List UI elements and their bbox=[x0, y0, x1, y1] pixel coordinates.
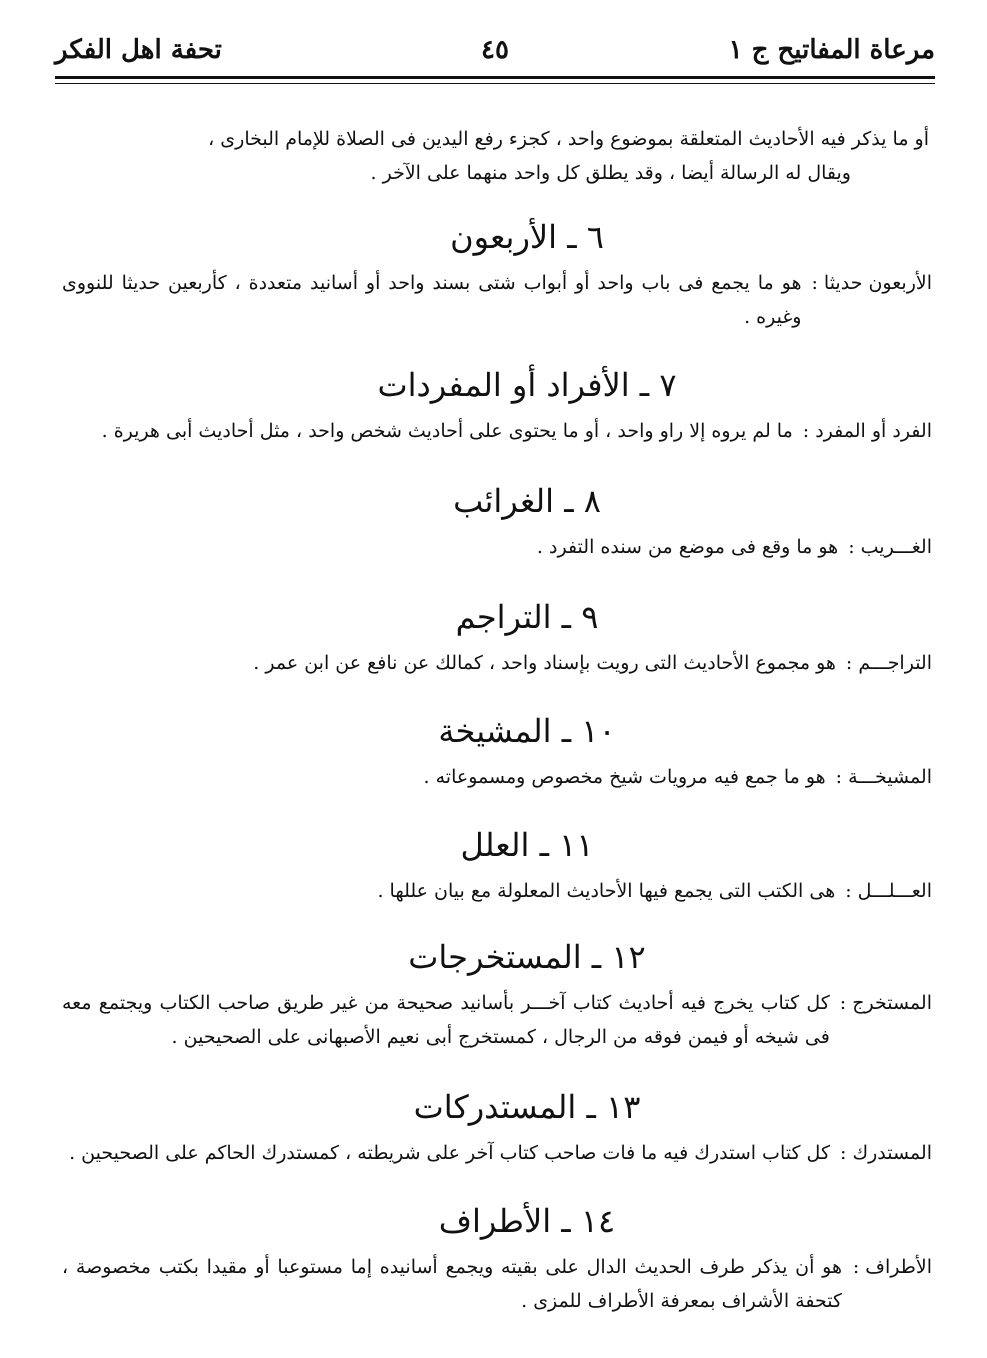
section-afrad bbox=[62, 362, 932, 448]
intro-paragraph bbox=[69, 122, 929, 190]
chapter-title: تحفة اهل الفكر bbox=[55, 35, 222, 65]
intro-line: أو ما يذكر فيه الأحاديث المتعلقة بموضوع واحد ، كجزء رفع اليدين فى الصلاة للإمام البخارى ، bbox=[208, 128, 929, 150]
section-tarajim bbox=[62, 594, 932, 680]
section-mashyakha bbox=[62, 708, 932, 794]
definition: هو ما جمع فيه مرويات شيخ مخصوص ومسموعاته . bbox=[423, 766, 826, 788]
section-gharaib bbox=[62, 478, 932, 564]
term: المستدرك : bbox=[840, 1142, 932, 1164]
page-number: ٤٥ bbox=[481, 35, 509, 65]
section-heading: ١١ ـ العلل bbox=[460, 826, 594, 864]
term: التراجـــم : bbox=[845, 652, 932, 674]
definition: هو ما يجمع فى باب واحد أو أبواب شتى بسند واحد أو أسانيد متعددة ، كأربعين حديثا للنووى وغيره . bbox=[62, 272, 802, 328]
definition-entry bbox=[62, 986, 932, 1054]
definition-entry bbox=[62, 530, 932, 564]
section-mustakhrajat bbox=[62, 934, 932, 1054]
definition: هو ما وقع فى موضع من سنده التفرد . bbox=[536, 536, 839, 558]
term: الفرد أو المفرد : bbox=[802, 420, 932, 442]
header-rule-thick bbox=[55, 76, 935, 79]
section-heading: ٩ ـ التراجم bbox=[455, 598, 599, 636]
definition-entry bbox=[62, 1250, 932, 1318]
section-atraf bbox=[62, 1198, 932, 1318]
section-heading: ١٠ ـ المشيخة bbox=[438, 712, 616, 750]
section-ilal bbox=[62, 822, 932, 908]
section-arbaun bbox=[62, 214, 932, 334]
section-heading: ١٣ ـ المستدركات bbox=[413, 1088, 641, 1126]
term: المستخرج : bbox=[839, 992, 932, 1014]
term: العـــلـــل : bbox=[845, 880, 932, 902]
book-title: مرعاة المفاتيح ج ١ bbox=[728, 35, 935, 65]
section-heading: ٧ ـ الأفراد أو المفردات bbox=[377, 366, 677, 404]
definition: هو مجموع الأحاديث التى رويت بإسناد واحد ، كمالك عن نافع عن ابن عمر . bbox=[253, 652, 836, 674]
definition: كل كتاب استدرك فيه ما فات صاحب كتاب آخر على شريطته ، كمستدرك الحاكم على الصحيحين . bbox=[69, 1142, 830, 1164]
page-header bbox=[55, 30, 935, 70]
definition: هو أن يذكر طرف الحديث الدال على بقيته ويجمع أسانيده إما مستوعبا أو مقيدا بكتب مخصوصة ، كتحفة الأشراف بمعرفة الأطراف للمزى . bbox=[62, 1256, 842, 1312]
definition-entry bbox=[62, 760, 932, 794]
term: الأربعون حديثا : bbox=[811, 272, 932, 294]
section-mustadrakat bbox=[62, 1084, 932, 1170]
intro-line: ويقال له الرسالة أيضا ، وقد يطلق كل واحد منهما على الآخر . bbox=[370, 162, 851, 184]
definition-entry bbox=[62, 414, 932, 448]
section-heading: ١٢ ـ المستخرجات bbox=[408, 938, 646, 976]
definition-entry bbox=[62, 874, 932, 908]
definition-entry bbox=[62, 266, 932, 334]
definition-entry bbox=[62, 646, 932, 680]
section-heading: ٦ ـ الأربعون bbox=[450, 218, 604, 256]
definition: كل كتاب يخرج فيه أحاديث كتاب آخـــر بأسانيد صحيحة من غير طريق صاحب الكتاب ويجتمع معه فى شيخه أو فيمن فوقه من الرجال ، كمستخرج أبى نعيم الأصبهانى على الصحيحين . bbox=[62, 992, 830, 1048]
section-heading: ٨ ـ الغرائب bbox=[453, 482, 601, 520]
definition-entry bbox=[62, 1136, 932, 1170]
section-heading: ١٤ ـ الأطراف bbox=[438, 1202, 616, 1240]
definition: ما لم يروه إلا راو واحد ، أو ما يحتوى على أحاديث شخص واحد ، مثل أحاديث أبى هريرة . bbox=[101, 420, 793, 442]
term: الأطراف : bbox=[852, 1256, 932, 1278]
term: الغـــريب : bbox=[848, 536, 932, 558]
term: المشيخـــة : bbox=[835, 766, 932, 788]
header-rule-thin bbox=[55, 83, 935, 84]
definition: هى الكتب التى يجمع فيها الأحاديث المعلولة مع بيان عللها . bbox=[377, 880, 836, 902]
